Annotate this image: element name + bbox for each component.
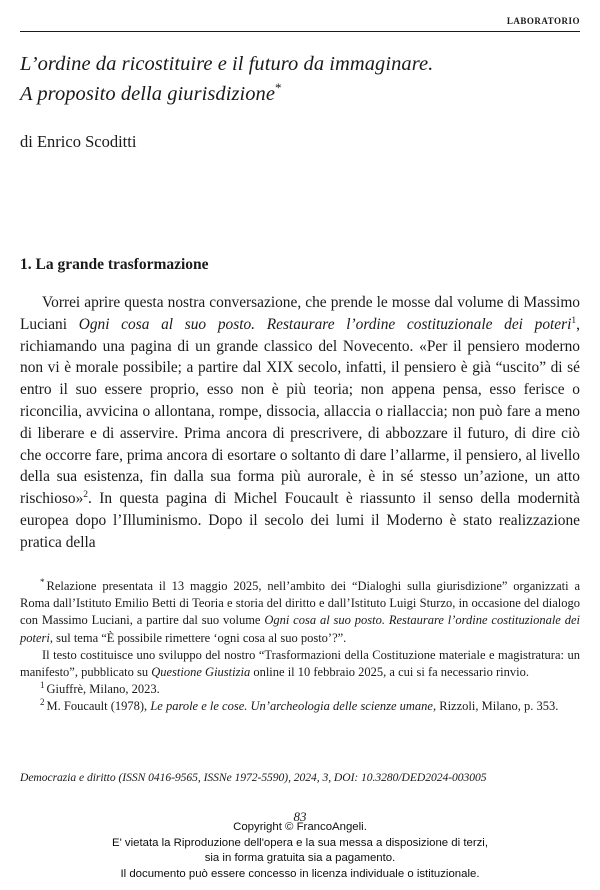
section-heading: 1. La grande trasformazione [20, 256, 209, 273]
copyright-line-4: Il documento può essere concesso in licenza individuale o istituzionale. [120, 867, 480, 880]
footnote-marker: * [40, 576, 45, 587]
footnote-cited-title: Le parole e le cose. Un’archeologia delle scienze umane [150, 699, 433, 714]
body-paragraph [20, 292, 580, 554]
footnote-seg-3: , Rizzoli, Milano, p. 353. [433, 699, 559, 714]
footnote-asterisk-continued [20, 647, 580, 681]
footnotes-block [20, 578, 580, 716]
author-byline: di Enrico Scoditti [20, 132, 137, 151]
copyright-notice [0, 820, 600, 883]
footnote-seg-1: Relazione presentata il 13 maggio 2025, nell’ambito dei “Dialoghi sulla giurisdizione” organizzati a Roma dall’Istituto Emilio Betti di Teoria e storia del diritto e dall’Istituto Luigi Sturzo, in occasione del dialogo con Massimo Luciani, a partire dal suo volume [20, 579, 580, 628]
footnote-marker: 1 [40, 679, 45, 690]
footnote-seg-3: , sul tema “È possibile rimettere ‘ogni cosa al suo posto’?”. [49, 630, 347, 645]
title-line-2-text: A proposito della giurisdizione [20, 82, 275, 105]
page-title [20, 50, 580, 109]
footnote-marker: 2 [40, 697, 45, 708]
copyright-line-3: sia in forma gratuita sia a pagamento. [204, 852, 396, 865]
footnote-seg-1: M. Foucault (1978), [46, 699, 151, 714]
footnote-seg-1: Il testo costituisce uno sviluppo del nostro “Trasformazioni della Costituzione materiale e magistratura: un manifesto”, pubblicato su [20, 647, 580, 679]
footnote-seg-3: online il 10 febbraio 2025, a cui si fa necessario rinvio. [250, 664, 529, 679]
title-line-2 [20, 79, 580, 109]
footnote-1 [20, 681, 580, 698]
footnote-asterisk [20, 578, 580, 647]
body-cited-title: Ogni cosa al suo posto. Restaurare l’ordine costituzionale dei poteri [78, 315, 572, 333]
footnote-cited-title: Ogni cosa al suo posto. Restaurare l’ordine costituzionale dei poteri [20, 613, 580, 645]
body-text [20, 292, 580, 554]
body-seg-4: , richiamando una pagina di un grande classico del Novecento. «Per il pensiero moderno non vi è morale possibile; a partire dal XIX secolo, infatti, il pensiero è già “uscito” di sé entro il suo essere proprio, esso non è più teoria; non appena pensa, esso ferisce o riconcilia, avvicina o allontana, rompe, dissocia, allaccia o riallaccia; non può fare a meno di liberare e di asservire. Prima ancora di prescrivere, di abbozzare il futuro, di dire ciò che occorre fare, prima ancora di esortare o soltanto di dare l’allarme, il pensiero, al livello della sua esistenza, fin dalla sua forma più aurorale, è in sé stesso un’azione, un atto rischioso» [20, 315, 580, 508]
footnote-cited-journal: Questione Giustizia [151, 664, 251, 679]
body-footnote-ref-2: 2 [83, 490, 89, 501]
body-footnote-ref-1: 1 [571, 315, 577, 326]
running-head-label: laboratorio [506, 13, 580, 27]
footnote-2 [20, 698, 580, 715]
title-line-1: L’ordine da ricostituire e il futuro da immaginare. [20, 53, 434, 75]
running-head-rule [20, 31, 580, 32]
copyright-line-1: Copyright © FrancoAngeli. [233, 821, 367, 833]
body-seg-6: . In questa pagina di Michel Foucault è riassunto il senso della modernità europea dopo l’Illuminismo. Dopo il secolo dei lumi il Moderno è stato realizzazione pratica della [20, 490, 580, 551]
page-number: 83 [293, 809, 307, 824]
copyright-line-2: E' vietata la Riproduzione dell'opera e la sua messa a disposizione di terzi, [111, 836, 489, 849]
journal-source-line: Democrazia e diritto (ISSN 0416-9565, ISSNe 1972-5590), 2024, 3, DOI: 10.3280/DED2024-003005 [20, 771, 487, 784]
footnote-seg-1: Giuffrè, Milano, 2023. [46, 682, 160, 697]
title-footnote-marker: * [274, 80, 282, 96]
body-seg-1: Vorrei aprire questa nostra conversazione, che prende le mosse dal volume di Massimo Luciani [20, 294, 580, 333]
running-head [20, 14, 580, 32]
